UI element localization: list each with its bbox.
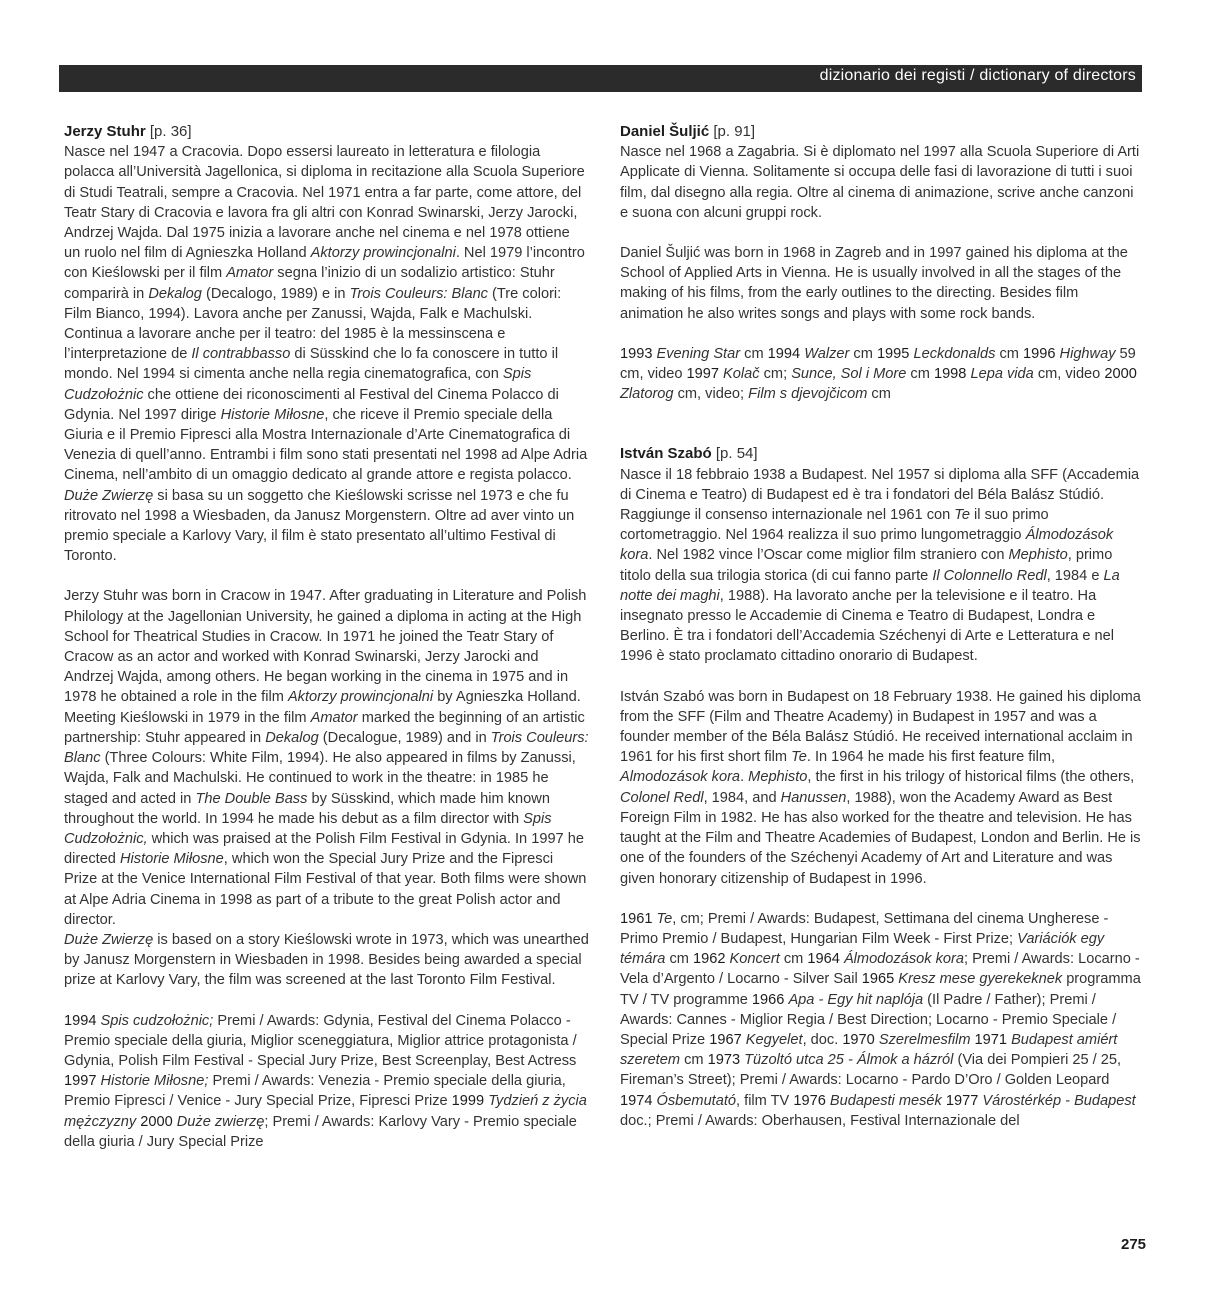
right-column [620, 122, 1145, 1131]
left-column [64, 122, 589, 1152]
director-entry-suljic [620, 122, 1145, 404]
biography-italian: Nasce il 18 febbraio 1938 a Budapest. Nel 1957 si diploma alla SFF (Accademia di Cinema e Teatro) di Budapest ed è tra i fondatori del Béla Balász Stúdió. Raggiunge il consenso internazionale nel 1961 con Te il suo primo cortometraggio. Nel 1964 realizza il suo primo lungometraggio Álmodozások kora. Nel 1982 vince l’Oscar come miglior film straniero con Mephisto, primo titolo della sua trilogia storica (di cui fanno parte Il Colonnello Redl, 1984 e La notte dei maghi, 1988). Ha lavorato anche per la televisione e il teatro. Ha insegnato presso le Accademie di Cinema e Teatro di Budapest, Londra e Berlino. È tra i fondatori dell’Accademia Széchenyi di Arte e Letteratura e nel 1996 è stato proclamato cittadino onorario di Budapest. [620, 466, 1140, 665]
page-reference: [p. 36] [145, 123, 192, 140]
director-entry-szabo [620, 444, 1145, 1131]
entry-heading [620, 444, 1145, 464]
page-number: 275 [1121, 1236, 1147, 1253]
filmography: 1994 Spis cudzołożnic; Premi / Awards: Gdynia, Festival del Cinema Polacco - Premio speciale della giuria, Miglior sceneggiatura, Miglior attrice protagonista / Gdynia, Polish Film Festival - Special Jury Prize, Best Screenplay, Best Actress 1997 Historie Miłosne; Premi / Awards: Venezia - Premio speciale della giuria, Premio Fipresci / Venice - Jury Special Prize, Fipresci Prize 1999 Tydzień z życia mężczyzny 2000 Duże zwierzę; Premi / Awards: Karlovy Vary - Premio speciale della giuria / Jury Special Prize [64, 1012, 587, 1150]
page-reference: [p. 91] [709, 123, 756, 140]
filmography: 1993 Evening Star cm 1994 Walzer cm 1995 Leckdonalds cm 1996 Highway 59 cm, video 1997 Kolač cm; Sunce, Sol i More cm 1998 Lepa vida cm, video 2000 Zlatorog cm, video; Film s djevojčicom cm [620, 345, 1137, 403]
biography-english: Jerzy Stuhr was born in Cracow in 1947. After graduating in Literature and Polish Philology at the Jagellonian University, he gained a diploma in acting at the High School for Theatrical Studies in Cracow. In 1971 he joined the Teatr Stary of Cracow as an actor and worked with Konrad Swinarski, Jerzy Jarocki and Andrzej Wajda, among others. He began working in the cinema in 1975 and in 1978 he obtained a role in the film Aktorzy prowincjonalni by Agnieszka Holland. Meeting Kieślowski in 1979 in the film Amator marked the beginning of an artistic partnership: Stuhr appeared in Dekalog (Decalogue, 1989) and in Trois Couleurs: Blanc (Three Colours: White Film, 1994). He also appeared in films by Zanussi, Wajda, Falk and Machulski. He continued to work in the theatre: in 1985 he staged and acted in The Double Bass by Süsskind, which made him known throughout the world. In 1994 he made his debut as a film director with Spis Cudzołożnic, which was praised at the Polish Film Festival in Gdynia. In 1997 he directed Historie Miłosne, which won the Special Jury Prize and the Fipresci Prize at the Venice International Film Festival of that year. Both films were shown at Alpe Adria Cinema in 1998 as part of a tribute to the great Polish actor and director. Duże Zwierzę is based on a story Kieślowski wrote in 1973, which was unearthed by Janusz Morgenstern in Wiesbaden in 1998. Besides being awarded a special prize at Karlovy Vary, the film was screened at the last Toronto Film Festival. [64, 588, 589, 989]
page-reference: [p. 54] [711, 445, 758, 463]
director-name: Daniel Šuljić [620, 123, 710, 140]
filmography: 1961 Te, cm; Premi / Awards: Budapest, Settimana del cinema Ungherese - Primo Premio / Budapest, Hungarian Film Week - First Prize; Variációk egy témára cm 1962 Koncert cm 1964 Álmodozások kora; Premi / Awards: Locarno - Vela d’Argento / Locarno - Silver Sail 1965 Kresz mese gyerekeknek programma TV / TV programme 1966 Apa - Egy hit naplója (Il Padre / Father); Premi / Awards: Cannes - Miglior Regia / Best Direction; Locarno - Premio Speciale / Special Prize 1967 Kegyelet, doc. 1970 Szerelmesfilm 1971 Budapest amiért szeretem cm 1973 Tüzoltó utca 25 - Álmok a házról (Via dei Pompieri 25 / 25, Fireman’s Street); Premi / Awards: Locarno - Pardo D’Oro / Golden Leopard 1974 Ósbemutató, film TV 1976 Budapesti mesék 1977 Várostérkép - Budapest doc.; Premi / Awards: Oberhausen, Festival Internazionale del [620, 910, 1141, 1129]
biography-italian: Nasce nel 1947 a Cracovia. Dopo essersi laureato in letteratura e filologia polacca all’Università Jagellonica, si diploma in recitazione alla Scuola Superiore di Studi Teatrali, sempre a Cracovia. Nel 1971 entra a far parte, come attore, del Teatr Stary di Cracovia e lavora fra gli altri con Konrad Swinarski, Jerzy Jarocki, Andrzej Wajda. Dal 1975 inizia a lavorare anche nel cinema e nel 1978 ottiene un ruolo nel film di Agnieszka Holland Aktorzy prowincjonalni. Nel 1979 l’incontro con Kieślowski per il film Amator segna l’inizio di un sodalizio artistico: Stuhr comparirà in Dekalog (Decalogo, 1989) e in Trois Couleurs: Blanc (Tre colori: Film Bianco, 1994). Lavora anche per Zanussi, Wajda, Falk e Machulski. Continua a lavorare anche per il teatro: del 1985 è la messinscena e l’interpretazione de Il contrabbasso di Süsskind che lo fa conoscere in tutto il mondo. Nel 1994 si cimenta anche nella regia cinematografica, con Spis Cudzołożnic che ottiene dei riconoscimenti al Festival del Cinema Polacco di Gdynia. Nel 1997 dirige Historie Miłosne, che riceve il Premio speciale della Giuria e il Premio Fipresci alla Mostra Internazionale d’Arte Cinematografica di Venezia di quell’anno. Entrambi i film sono stati presentati nel 1998 ad Alpe Adria Cinema, nell’ambito di un omaggio dedicato al grande attore e regista polacco. Duże Zwierzę si basa su un soggetto che Kieślowski scrisse nel 1973 e che fu ritrovato nel 1998 a Wiesbaden, da Janusz Morgenstern. Oltre ad aver vinto un premio speciale a Karlovy Vary, il film è stato presentato all’ultimo Festival di Toronto. [64, 144, 588, 565]
section-header-title: dizionario dei registi / dictionary of directors [819, 67, 1136, 84]
director-name: Jerzy Stuhr [64, 123, 146, 140]
entry-heading [620, 122, 1145, 142]
entry-heading [64, 122, 589, 142]
biography-english: István Szabó was born in Budapest on 18 February 1938. He gained his diploma from the SFF (Film and Theatre Academy) in Budapest in 1957 and was a founder member of the Béla Balász Stúdió. He received international acclaim in 1961 for his first short film Te. In 1964 he made his first feature film, Almodozások kora. Mephisto, the first in his trilogy of historical films (the others, Colonel Redl, 1984, and Hanussen, 1988), won the Academy Award as Best Foreign Film in 1982. He has also worked for the theatre and television. He has taught at the Film and Theatre Academies of Budapest, London and Berlin. He is one of the founders of the Széchenyi Academy of Art and Literature and was given honorary citizenship of Budapest in 1996. [620, 688, 1141, 887]
section-header-bar [59, 65, 1142, 92]
director-name: István Szabó [620, 445, 712, 463]
director-entry-stuhr [64, 122, 589, 1152]
biography-italian: Nasce nel 1968 a Zagabria. Si è diplomato nel 1997 alla Scuola Superiore di Arti Applicate di Vienna. Solitamente si occupa delle fasi di lavorazione di tutti i suoi film, dal disegno alla regia. Oltre al cinema di animazione, scrive anche canzoni e suona con alcuni gruppi rock. [620, 144, 1140, 221]
biography-english: Daniel Šuljić was born in 1968 in Zagreb and in 1997 gained his diploma at the School of Applied Arts in Vienna. He is usually involved in all the stages of the making of his films, from the early outlines to the directing. Besides film animation he also writes songs and plays with some rock bands. [620, 245, 1128, 322]
